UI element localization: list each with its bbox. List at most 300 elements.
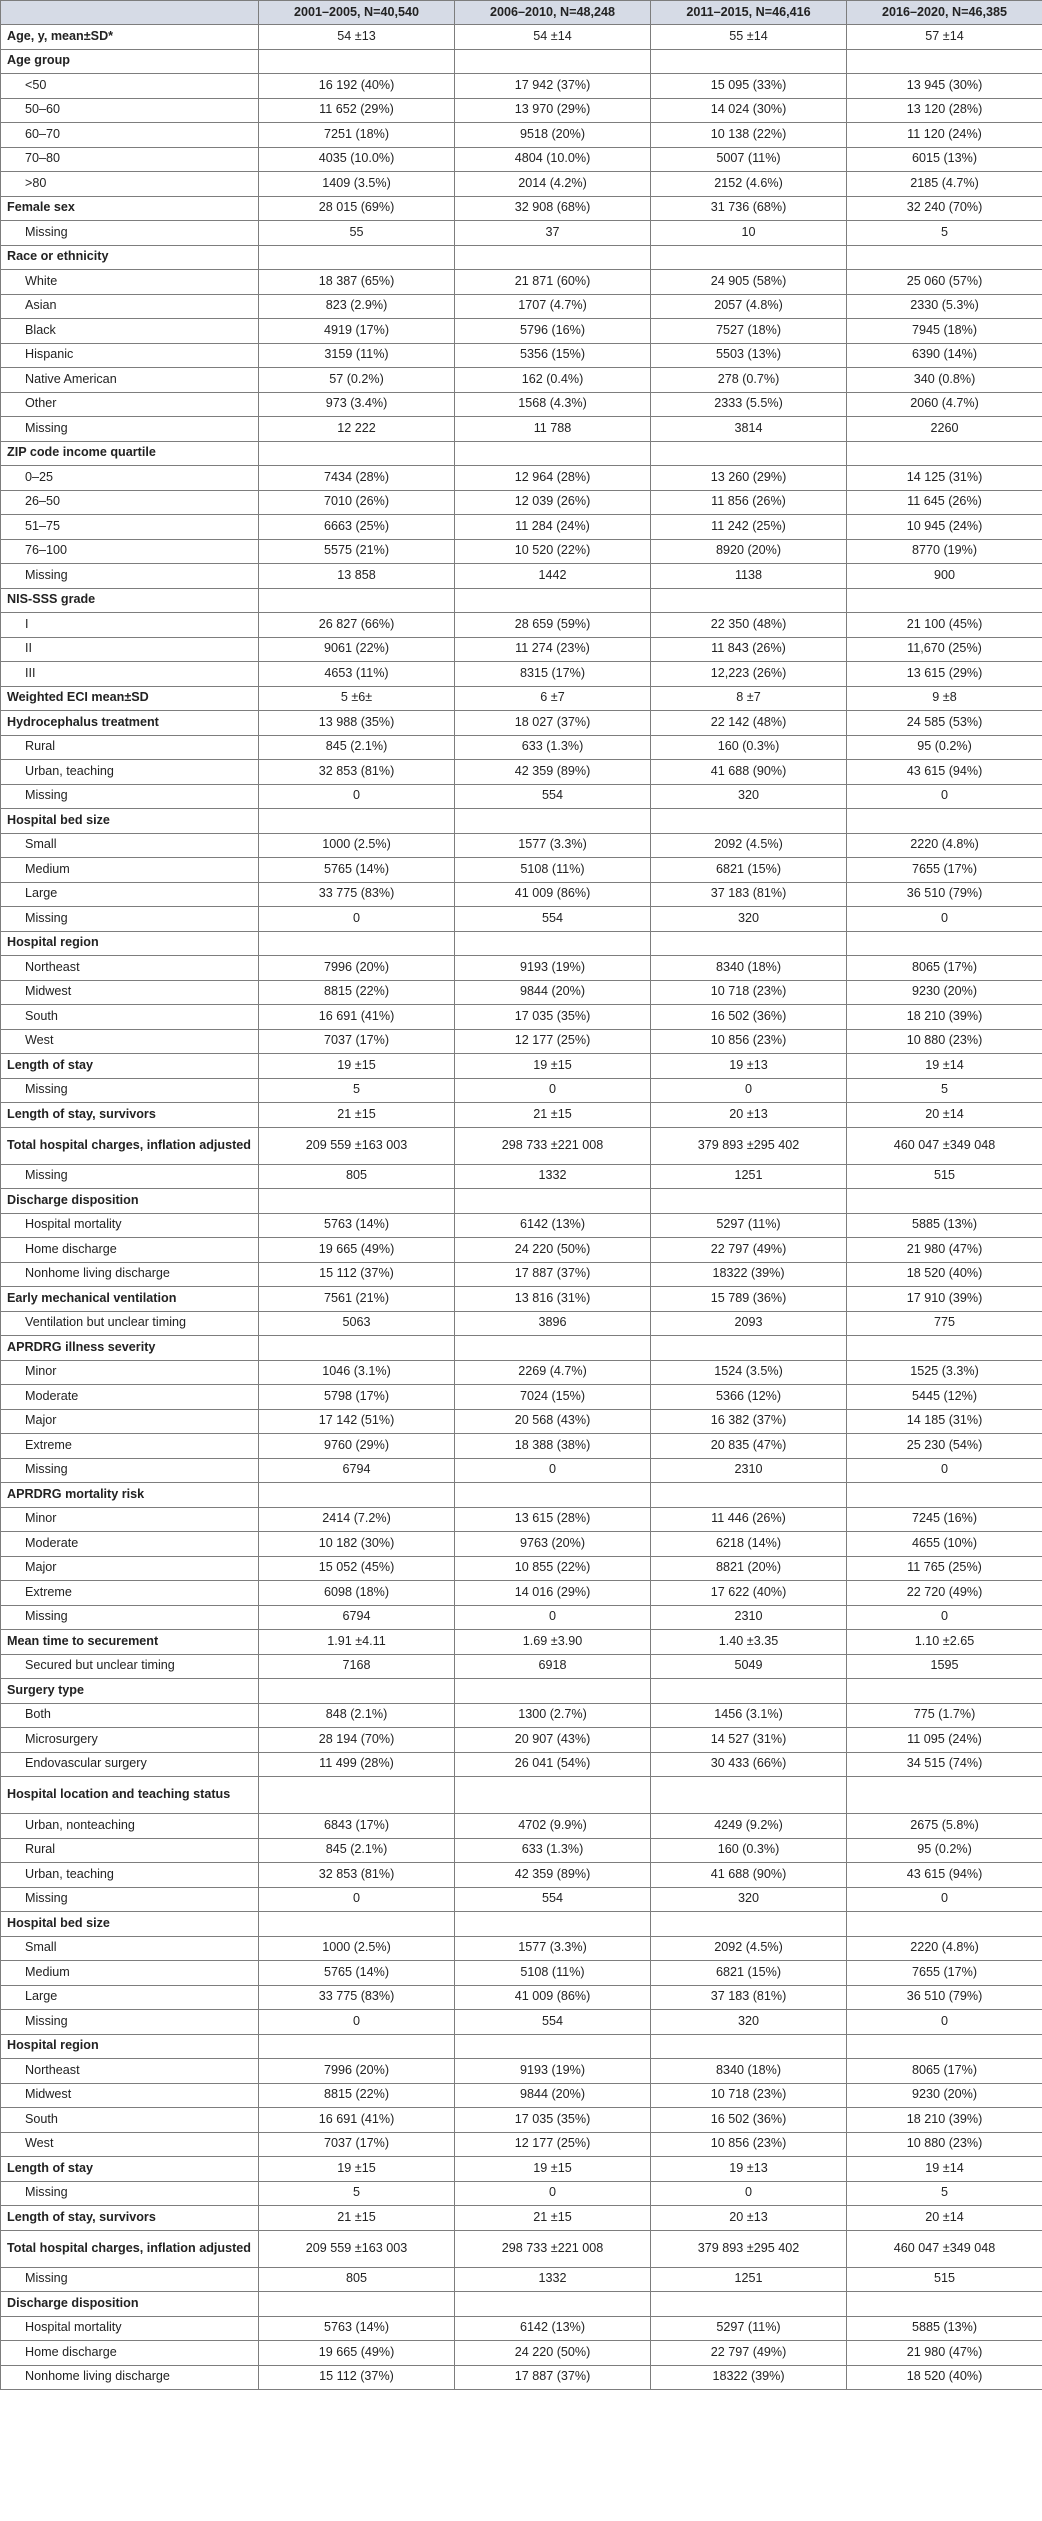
value-cell: 41 009 (86%) — [455, 882, 651, 907]
sub-category-label: Missing — [1, 221, 259, 246]
value-cell: 6843 (17%) — [259, 1814, 455, 1839]
variable-label: Hydrocephalus treatment — [1, 711, 259, 736]
value-cell: 20 ±14 — [847, 1103, 1042, 1128]
table-row — [1, 2181, 1042, 2206]
table-row — [1, 466, 1042, 491]
value-cell: 22 142 (48%) — [651, 711, 847, 736]
value-cell: 7527 (18%) — [651, 319, 847, 344]
value-cell: 36 510 (79%) — [847, 1985, 1042, 2010]
table-row — [1, 564, 1042, 589]
sub-category-label: Black — [1, 319, 259, 344]
value-cell: 209 559 ±163 003 — [259, 1127, 455, 1164]
table-header-row — [1, 1, 1042, 25]
value-cell: 9061 (22%) — [259, 637, 455, 662]
value-cell: 10 — [651, 221, 847, 246]
sub-category-label: Northeast — [1, 956, 259, 981]
variable-label: Length of stay, survivors — [1, 1103, 259, 1128]
value-cell: 26 041 (54%) — [455, 1752, 651, 1777]
value-cell: 21 100 (45%) — [847, 613, 1042, 638]
header-period-2011-2015: 2011–2015, N=46,416 — [651, 1, 847, 25]
value-cell: 7434 (28%) — [259, 466, 455, 491]
table-row — [1, 1029, 1042, 1054]
value-cell: 7996 (20%) — [259, 956, 455, 981]
value-cell: 20 907 (43%) — [455, 1728, 651, 1753]
table-row — [1, 980, 1042, 1005]
variable-label: Total hospital charges, inflation adjusted — [1, 1127, 259, 1164]
value-cell: 0 — [455, 2181, 651, 2206]
value-cell: 54 ±13 — [259, 25, 455, 50]
value-cell: 2060 (4.7%) — [847, 392, 1042, 417]
value-cell: 24 220 (50%) — [455, 1238, 651, 1263]
value-cell: 1332 — [455, 2267, 651, 2292]
sub-category-label: 26–50 — [1, 490, 259, 515]
value-cell — [259, 931, 455, 956]
value-cell: 3159 (11%) — [259, 343, 455, 368]
value-cell: 5108 (11%) — [455, 858, 651, 883]
value-cell: 41 688 (90%) — [651, 1863, 847, 1888]
sub-category-label: 60–70 — [1, 123, 259, 148]
table-row — [1, 1605, 1042, 1630]
value-cell: 0 — [259, 2010, 455, 2035]
variable-label: Mean time to securement — [1, 1630, 259, 1655]
variable-label: Length of stay, survivors — [1, 2206, 259, 2231]
table-row — [1, 2157, 1042, 2182]
table-row — [1, 2341, 1042, 2366]
sub-category-label: Rural — [1, 1838, 259, 1863]
table-row — [1, 1078, 1042, 1103]
value-cell: 28 015 (69%) — [259, 196, 455, 221]
value-cell: 320 — [651, 907, 847, 932]
value-cell: 9193 (19%) — [455, 956, 651, 981]
value-cell: 4249 (9.2%) — [651, 1814, 847, 1839]
value-cell: 19 ±15 — [455, 2157, 651, 2182]
sub-category-label: Rural — [1, 735, 259, 760]
value-cell — [455, 49, 651, 74]
value-cell — [847, 1483, 1042, 1508]
value-cell — [455, 1189, 651, 1214]
sub-category-label: Missing — [1, 1605, 259, 1630]
value-cell: 6390 (14%) — [847, 343, 1042, 368]
value-cell: 460 047 ±349 048 — [847, 2230, 1042, 2267]
value-cell: 12 222 — [259, 417, 455, 442]
value-cell: 0 — [259, 907, 455, 932]
value-cell: 5063 — [259, 1311, 455, 1336]
value-cell: 11 284 (24%) — [455, 515, 651, 540]
variable-label: Race or ethnicity — [1, 245, 259, 270]
value-cell: 18 210 (39%) — [847, 1005, 1042, 1030]
table-row — [1, 1961, 1042, 1986]
value-cell: 57 (0.2%) — [259, 368, 455, 393]
header-period-2001-2005: 2001–2005, N=40,540 — [259, 1, 455, 25]
value-cell — [847, 1912, 1042, 1937]
value-cell: 24 905 (58%) — [651, 270, 847, 295]
value-cell: 14 016 (29%) — [455, 1581, 651, 1606]
value-cell: 1000 (2.5%) — [259, 833, 455, 858]
value-cell: 12 964 (28%) — [455, 466, 651, 491]
value-cell: 8 ±7 — [651, 686, 847, 711]
header-period-2016-2020: 2016–2020, N=46,385 — [847, 1, 1042, 25]
value-cell: 2675 (5.8%) — [847, 1814, 1042, 1839]
sub-category-label: Moderate — [1, 1385, 259, 1410]
value-cell — [455, 809, 651, 834]
value-cell: 21 871 (60%) — [455, 270, 651, 295]
value-cell: 9844 (20%) — [455, 980, 651, 1005]
sub-category-label: Missing — [1, 1887, 259, 1912]
variable-label: Discharge disposition — [1, 2292, 259, 2317]
sub-category-label: 50–60 — [1, 98, 259, 123]
value-cell: 2152 (4.6%) — [651, 172, 847, 197]
value-cell: 6794 — [259, 1458, 455, 1483]
sub-category-label: Extreme — [1, 1581, 259, 1606]
section-row — [1, 2292, 1042, 2317]
value-cell: 4702 (9.9%) — [455, 1814, 651, 1839]
value-cell: 32 908 (68%) — [455, 196, 651, 221]
table-row — [1, 2316, 1042, 2341]
table-row — [1, 539, 1042, 564]
value-cell: 12 039 (26%) — [455, 490, 651, 515]
value-cell: 1.40 ±3.35 — [651, 1630, 847, 1655]
sub-category-label: Midwest — [1, 980, 259, 1005]
value-cell: 7037 (17%) — [259, 1029, 455, 1054]
variable-label: Hospital location and teaching status — [1, 1777, 259, 1814]
value-cell: 7251 (18%) — [259, 123, 455, 148]
value-cell: 11 274 (23%) — [455, 637, 651, 662]
value-cell: 0 — [651, 2181, 847, 2206]
value-cell: 54 ±14 — [455, 25, 651, 50]
value-cell: 2014 (4.2%) — [455, 172, 651, 197]
value-cell: 5765 (14%) — [259, 1961, 455, 1986]
value-cell: 8920 (20%) — [651, 539, 847, 564]
value-cell: 8315 (17%) — [455, 662, 651, 687]
value-cell: 298 733 ±221 008 — [455, 1127, 651, 1164]
table-row — [1, 392, 1042, 417]
table-row — [1, 1164, 1042, 1189]
sub-category-label: Moderate — [1, 1532, 259, 1557]
value-cell: 4655 (10%) — [847, 1532, 1042, 1557]
value-cell — [651, 588, 847, 613]
value-cell: 6 ±7 — [455, 686, 651, 711]
table-body — [1, 25, 1042, 2390]
value-cell: 15 052 (45%) — [259, 1556, 455, 1581]
value-cell: 22 350 (48%) — [651, 613, 847, 638]
value-cell: 19 ±14 — [847, 1054, 1042, 1079]
value-cell: 0 — [455, 1078, 651, 1103]
value-cell: 379 893 ±295 402 — [651, 1127, 847, 1164]
sub-category-label: Small — [1, 1936, 259, 1961]
value-cell: 1524 (3.5%) — [651, 1360, 847, 1385]
value-cell: 0 — [651, 1078, 847, 1103]
value-cell — [259, 49, 455, 74]
value-cell: 20 568 (43%) — [455, 1409, 651, 1434]
value-cell: 5763 (14%) — [259, 1213, 455, 1238]
value-cell — [259, 1336, 455, 1361]
sub-category-label: Major — [1, 1556, 259, 1581]
table-row — [1, 2206, 1042, 2231]
value-cell — [847, 245, 1042, 270]
value-cell: 11 446 (26%) — [651, 1507, 847, 1532]
value-cell: 11,670 (25%) — [847, 637, 1042, 662]
value-cell: 10 856 (23%) — [651, 1029, 847, 1054]
value-cell: 554 — [455, 2010, 651, 2035]
value-cell: 18 388 (38%) — [455, 1434, 651, 1459]
value-cell — [259, 1189, 455, 1214]
header-period-2006-2010: 2006–2010, N=48,248 — [455, 1, 651, 25]
variable-label: Early mechanical ventilation — [1, 1287, 259, 1312]
value-cell: 162 (0.4%) — [455, 368, 651, 393]
table-row — [1, 490, 1042, 515]
sub-category-label: Missing — [1, 2181, 259, 2206]
value-cell: 7996 (20%) — [259, 2059, 455, 2084]
value-cell: 17 035 (35%) — [455, 2108, 651, 2133]
table-row — [1, 1838, 1042, 1863]
value-cell: 1456 (3.1%) — [651, 1703, 847, 1728]
value-cell: 7655 (17%) — [847, 858, 1042, 883]
value-cell: 17 622 (40%) — [651, 1581, 847, 1606]
value-cell — [259, 245, 455, 270]
value-cell: 7561 (21%) — [259, 1287, 455, 1312]
value-cell: 5007 (11%) — [651, 147, 847, 172]
value-cell: 2310 — [651, 1605, 847, 1630]
value-cell: 5297 (11%) — [651, 1213, 847, 1238]
variable-label: Hospital region — [1, 931, 259, 956]
value-cell: 32 853 (81%) — [259, 1863, 455, 1888]
value-cell: 554 — [455, 784, 651, 809]
value-cell: 41 009 (86%) — [455, 1985, 651, 2010]
value-cell — [847, 1679, 1042, 1704]
sub-category-label: Minor — [1, 1507, 259, 1532]
value-cell — [455, 1336, 651, 1361]
table-row — [1, 1581, 1042, 1606]
value-cell: 6218 (14%) — [651, 1532, 847, 1557]
sub-category-label: Both — [1, 1703, 259, 1728]
value-cell: 16 502 (36%) — [651, 2108, 847, 2133]
value-cell — [651, 1912, 847, 1937]
value-cell: 8065 (17%) — [847, 956, 1042, 981]
value-cell: 1707 (4.7%) — [455, 294, 651, 319]
value-cell: 845 (2.1%) — [259, 1838, 455, 1863]
value-cell: 5 — [847, 2181, 1042, 2206]
value-cell: 32 240 (70%) — [847, 196, 1042, 221]
value-cell: 95 (0.2%) — [847, 1838, 1042, 1863]
value-cell: 12,223 (26%) — [651, 662, 847, 687]
value-cell — [651, 1483, 847, 1508]
value-cell — [651, 1336, 847, 1361]
table-row — [1, 417, 1042, 442]
table-row — [1, 784, 1042, 809]
value-cell: 4653 (11%) — [259, 662, 455, 687]
sub-category-label: West — [1, 2132, 259, 2157]
value-cell: 13 260 (29%) — [651, 466, 847, 491]
value-cell: 6142 (13%) — [455, 2316, 651, 2341]
value-cell: 5366 (12%) — [651, 1385, 847, 1410]
value-cell: 18 520 (40%) — [847, 2365, 1042, 2390]
value-cell: 0 — [455, 1605, 651, 1630]
value-cell — [259, 1777, 455, 1814]
value-cell: 8815 (22%) — [259, 980, 455, 1005]
value-cell — [847, 1189, 1042, 1214]
value-cell: 13 970 (29%) — [455, 98, 651, 123]
value-cell: 14 024 (30%) — [651, 98, 847, 123]
table-row — [1, 1507, 1042, 1532]
value-cell: 31 736 (68%) — [651, 196, 847, 221]
value-cell — [847, 2292, 1042, 2317]
value-cell: 2414 (7.2%) — [259, 1507, 455, 1532]
value-cell: 16 192 (40%) — [259, 74, 455, 99]
value-cell: 11 499 (28%) — [259, 1752, 455, 1777]
table-row — [1, 1127, 1042, 1164]
value-cell: 9193 (19%) — [455, 2059, 651, 2084]
value-cell: 37 — [455, 221, 651, 246]
sub-category-label: Nonhome living discharge — [1, 1262, 259, 1287]
value-cell — [847, 931, 1042, 956]
sub-category-label: 70–80 — [1, 147, 259, 172]
value-cell: 320 — [651, 784, 847, 809]
value-cell: 16 502 (36%) — [651, 1005, 847, 1030]
value-cell: 11 788 — [455, 417, 651, 442]
value-cell: 8065 (17%) — [847, 2059, 1042, 2084]
value-cell: 42 359 (89%) — [455, 1863, 651, 1888]
value-cell — [455, 1483, 651, 1508]
table-row — [1, 294, 1042, 319]
value-cell: 1000 (2.5%) — [259, 1936, 455, 1961]
value-cell: 13 858 — [259, 564, 455, 589]
table-row — [1, 270, 1042, 295]
value-cell: 2333 (5.5%) — [651, 392, 847, 417]
value-cell: 18 027 (37%) — [455, 711, 651, 736]
value-cell: 19 665 (49%) — [259, 2341, 455, 2366]
value-cell: 55 ±14 — [651, 25, 847, 50]
value-cell: 5503 (13%) — [651, 343, 847, 368]
table-row — [1, 25, 1042, 50]
value-cell: 42 359 (89%) — [455, 760, 651, 785]
value-cell: 5763 (14%) — [259, 2316, 455, 2341]
table-row — [1, 1814, 1042, 1839]
value-cell — [455, 1777, 651, 1814]
sub-category-label: Missing — [1, 2267, 259, 2292]
value-cell: 10 880 (23%) — [847, 1029, 1042, 1054]
sub-category-label: Major — [1, 1409, 259, 1434]
value-cell: 21 980 (47%) — [847, 2341, 1042, 2366]
value-cell: 160 (0.3%) — [651, 735, 847, 760]
table-row — [1, 1385, 1042, 1410]
value-cell — [651, 931, 847, 956]
value-cell: 20 835 (47%) — [651, 1434, 847, 1459]
table-row — [1, 1863, 1042, 1888]
value-cell: 33 775 (83%) — [259, 1985, 455, 2010]
value-cell — [259, 809, 455, 834]
table-row — [1, 907, 1042, 932]
sub-category-label: Missing — [1, 907, 259, 932]
value-cell: 1525 (3.3%) — [847, 1360, 1042, 1385]
value-cell — [259, 2292, 455, 2317]
value-cell: 18 387 (65%) — [259, 270, 455, 295]
table-row — [1, 2010, 1042, 2035]
table-row — [1, 1728, 1042, 1753]
value-cell — [651, 245, 847, 270]
value-cell — [651, 1189, 847, 1214]
table-row — [1, 1703, 1042, 1728]
value-cell: 2092 (4.5%) — [651, 1936, 847, 1961]
value-cell: 6918 — [455, 1654, 651, 1679]
value-cell: 2310 — [651, 1458, 847, 1483]
value-cell: 0 — [847, 2010, 1042, 2035]
value-cell: 515 — [847, 1164, 1042, 1189]
variable-label: Total hospital charges, inflation adjusted — [1, 2230, 259, 2267]
value-cell: 9844 (20%) — [455, 2083, 651, 2108]
table-row — [1, 368, 1042, 393]
value-cell: 0 — [847, 1458, 1042, 1483]
header-label-cell — [1, 1, 259, 25]
value-cell: 7945 (18%) — [847, 319, 1042, 344]
table-row — [1, 147, 1042, 172]
value-cell: 15 095 (33%) — [651, 74, 847, 99]
value-cell — [455, 1679, 651, 1704]
sub-category-label: >80 — [1, 172, 259, 197]
table-row — [1, 858, 1042, 883]
value-cell: 9760 (29%) — [259, 1434, 455, 1459]
value-cell — [455, 588, 651, 613]
table-row — [1, 2267, 1042, 2292]
sub-category-label: Missing — [1, 1458, 259, 1483]
value-cell: 17 142 (51%) — [259, 1409, 455, 1434]
value-cell: 13 615 (28%) — [455, 1507, 651, 1532]
table-row — [1, 1103, 1042, 1128]
table-row — [1, 1054, 1042, 1079]
sub-category-label: Secured but unclear timing — [1, 1654, 259, 1679]
value-cell: 13 945 (30%) — [847, 74, 1042, 99]
value-cell: 17 035 (35%) — [455, 1005, 651, 1030]
value-cell: 4804 (10.0%) — [455, 147, 651, 172]
value-cell — [455, 441, 651, 466]
table-row — [1, 613, 1042, 638]
value-cell — [259, 1679, 455, 1704]
table-row — [1, 1005, 1042, 1030]
value-cell: 5885 (13%) — [847, 1213, 1042, 1238]
value-cell: 2220 (4.8%) — [847, 833, 1042, 858]
value-cell — [847, 1777, 1042, 1814]
value-cell: 1595 — [847, 1654, 1042, 1679]
value-cell: 5 — [259, 1078, 455, 1103]
value-cell: 20 ±13 — [651, 1103, 847, 1128]
value-cell: 16 691 (41%) — [259, 2108, 455, 2133]
value-cell: 18322 (39%) — [651, 2365, 847, 2390]
value-cell: 30 433 (66%) — [651, 1752, 847, 1777]
value-cell — [651, 441, 847, 466]
section-row — [1, 1336, 1042, 1361]
table-row — [1, 343, 1042, 368]
value-cell: 7168 — [259, 1654, 455, 1679]
variable-label: Female sex — [1, 196, 259, 221]
value-cell: 805 — [259, 1164, 455, 1189]
value-cell: 9 ±8 — [847, 686, 1042, 711]
table-row — [1, 760, 1042, 785]
value-cell: 18322 (39%) — [651, 1262, 847, 1287]
table-row — [1, 1238, 1042, 1263]
table-row — [1, 2365, 1042, 2390]
value-cell: 0 — [259, 1887, 455, 1912]
value-cell: 26 827 (66%) — [259, 613, 455, 638]
value-cell: 6794 — [259, 1605, 455, 1630]
value-cell — [651, 809, 847, 834]
value-cell: 14 125 (31%) — [847, 466, 1042, 491]
value-cell: 37 183 (81%) — [651, 882, 847, 907]
value-cell: 24 220 (50%) — [455, 2341, 651, 2366]
value-cell: 6821 (15%) — [651, 1961, 847, 1986]
value-cell: 28 194 (70%) — [259, 1728, 455, 1753]
sub-category-label: Other — [1, 392, 259, 417]
value-cell: 15 789 (36%) — [651, 1287, 847, 1312]
value-cell: 11 856 (26%) — [651, 490, 847, 515]
